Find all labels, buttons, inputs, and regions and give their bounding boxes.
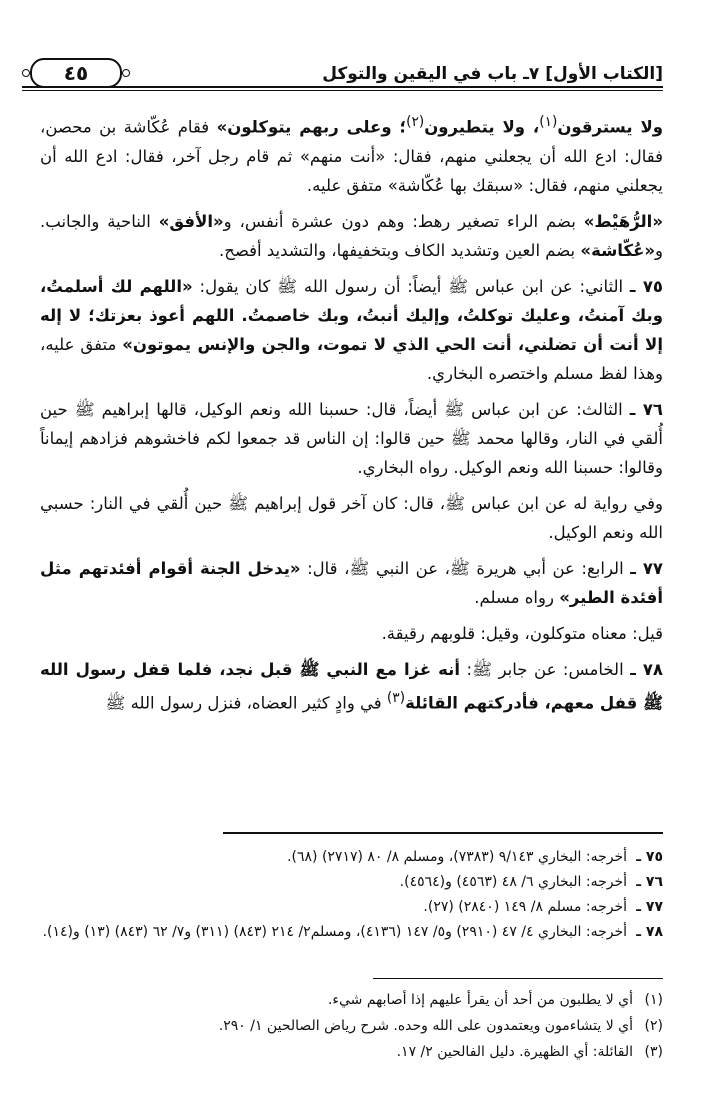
text: قيل: معناه متوكلون، وقيل: قلوبهم رقيقة. xyxy=(381,623,663,643)
hadith-number: ٧٨ ـ xyxy=(630,659,664,679)
text: الخامس: عن جابر ﷺ: xyxy=(460,659,631,679)
footnote-marker: (٢) xyxy=(406,114,425,130)
hadith-number: ٧٧ ـ xyxy=(630,558,664,578)
text: بضم الراء تصغير رهط: وهم دون عشرة أنفس، و xyxy=(223,211,584,231)
reference-text: أخرجه: مسلم ٨/ ١٤٩ (٢٨٤٠) (٢٧). xyxy=(423,899,627,915)
hadith-number: ٧٦ ـ xyxy=(629,399,664,419)
reference-row xyxy=(40,920,663,945)
paragraph xyxy=(40,489,663,547)
reference-text: أخرجه: البخاري ٦/ ٤٨ (٤٥٦٣) و(٤٥٦٤). xyxy=(399,874,627,890)
reference-row xyxy=(40,870,663,895)
notes-divider xyxy=(373,978,663,979)
text-bold: ؛ وعلى ربهم يتوكلون» xyxy=(216,117,407,137)
text: الثاني: عن ابن عباس ﷺ أيضاً: أن رسول الله ﷺ كان يقول: xyxy=(192,276,630,296)
reference-number: ٧٧ ـ xyxy=(636,899,663,915)
text-bold: ، ولا يتطيرون xyxy=(424,117,540,137)
hadith-77 xyxy=(40,554,663,612)
footnote-number: (١) xyxy=(644,992,663,1008)
main-text xyxy=(40,108,663,724)
hadith-76 xyxy=(40,395,663,482)
footnote xyxy=(40,987,663,1013)
footnote xyxy=(40,1039,663,1065)
footnotes xyxy=(40,987,663,1065)
term: «الرُّهَيْط» xyxy=(583,211,663,231)
paragraph xyxy=(40,619,663,648)
paragraph xyxy=(40,207,663,265)
reference-text: أخرجه: البخاري ٤/ ٤٧ (٢٩١٠) و٥/ ١٤٧ (٤١٣٦)، ومسلم٢/ ٢١٤ (٨٤٣) (٣١١) و٧/ ٦٢ (٨٤٣) (١٣) و(١٤). xyxy=(42,924,627,940)
text-bold: ولا يسترقون xyxy=(557,117,663,137)
paragraph xyxy=(40,108,663,200)
footnote-number: (٣) xyxy=(644,1044,663,1060)
hadith-number: ٧٥ ـ xyxy=(629,276,664,296)
term: «عُكّاشة» xyxy=(580,240,656,260)
hadith-text: أنه غزا مع النبي ﷺ قبل نجد، فلما قفل رسول الله ﷺ قفل معهم، فأدركتهم القائلة xyxy=(40,659,663,712)
text: رواه مسلم. xyxy=(474,587,560,607)
footnote xyxy=(40,1013,663,1039)
hadith-text: «اللهم لك أسلمتُ، وبك آمنتُ، وعليك توكلتُ، وإليك أنبتُ، وبك خاصمتُ. اللهم أعوذ بعزتك؛ لا إله إلا أنت أن تضلني، أنت الحي الذي لا تموت، والجن والإنس يموتون» xyxy=(40,276,663,354)
text: فقام عُكّاشة بن محصن، فقال: ادع الله أن يجعلني منهم، فقال: «أنت منهم» ثم قام رجل آخر، فقال: ادع الله أن يجعلني منهم، فقال: «سبقك بها عُكّاشة» متفق عليه. xyxy=(40,117,663,195)
reference-text: أخرجه: البخاري ٩/١٤٣ (٧٣٨٣)، ومسلم ٨/ ٨٠ (٢٧١٧) (٦٨). xyxy=(287,849,627,865)
text: الثالث: عن ابن عباس ﷺ أيضاً، قال: حسبنا الله ونعم الوكيل، قالها إبراهيم ﷺ حين أُلقي في النار، وقالها محمد ﷺ حين قالوا: إن الناس قد جمعوا لكم فاخشوهم فزادهم إيماناً وقالوا: حسبنا الله ونعم الوكيل. رواه البخاري. xyxy=(40,399,663,477)
text: في وادٍ كثير العضاه، فنزل رسول الله ﷺ xyxy=(105,693,387,712)
reference-number: ٧٥ ـ xyxy=(636,849,663,865)
page-number: ٤٥ xyxy=(63,61,89,85)
header-rule xyxy=(22,86,663,88)
references-divider xyxy=(223,832,663,834)
footnote-text: القائلة: أي الظهيرة. دليل الفالحين ٢/ ١٧. xyxy=(396,1044,633,1060)
footnote-number: (٢) xyxy=(644,1018,663,1034)
page-number-frame xyxy=(30,58,122,88)
hadith-78 xyxy=(40,655,663,718)
text: بضم العين وتشديد الكاف وبتخفيفها، والتشديد أفصح. xyxy=(218,240,581,260)
text: وفي رواية له عن ابن عباس ﷺ، قال: كان آخر قول إبراهيم ﷺ حين أُلقي في النار: حسبي الله ونعم الوكيل. xyxy=(40,493,663,542)
reference-row xyxy=(40,845,663,870)
text: الرابع: عن أبي هريرة ﷺ، عن النبي ﷺ، قال: xyxy=(300,558,631,578)
reference-row xyxy=(40,895,663,920)
header-rule-thin xyxy=(22,90,663,91)
footnote-marker: (١) xyxy=(539,114,558,130)
hadith-text: «يدخل الجنة أقوام أفئدتهم مثل أفئدة الطير» xyxy=(40,558,663,607)
footnote-text: أي لا يطلبون من أحد أن يقرأ عليهم إذا أصابهم شيء. xyxy=(327,992,633,1008)
text: متفق عليه، وهذا لفظ مسلم واختصره البخاري. xyxy=(40,334,663,383)
text: الناحية والجانب. و xyxy=(40,211,663,260)
reference-number: ٧٦ ـ xyxy=(636,874,663,890)
page-header xyxy=(22,56,663,90)
footnote-marker: (٣) xyxy=(386,689,406,706)
references xyxy=(40,845,663,945)
term: «الأفق» xyxy=(158,211,224,231)
reference-number: ٧٨ ـ xyxy=(636,924,663,940)
running-head: [الكتاب الأول] ٧ـ باب في اليقين والتوكل xyxy=(322,64,663,84)
footnote-text: أي لا يتشاءمون ويعتمدون على الله وحده. شرح رياض الصالحين ١/ ٢٩٠. xyxy=(218,1018,633,1034)
hadith-75 xyxy=(40,272,663,388)
